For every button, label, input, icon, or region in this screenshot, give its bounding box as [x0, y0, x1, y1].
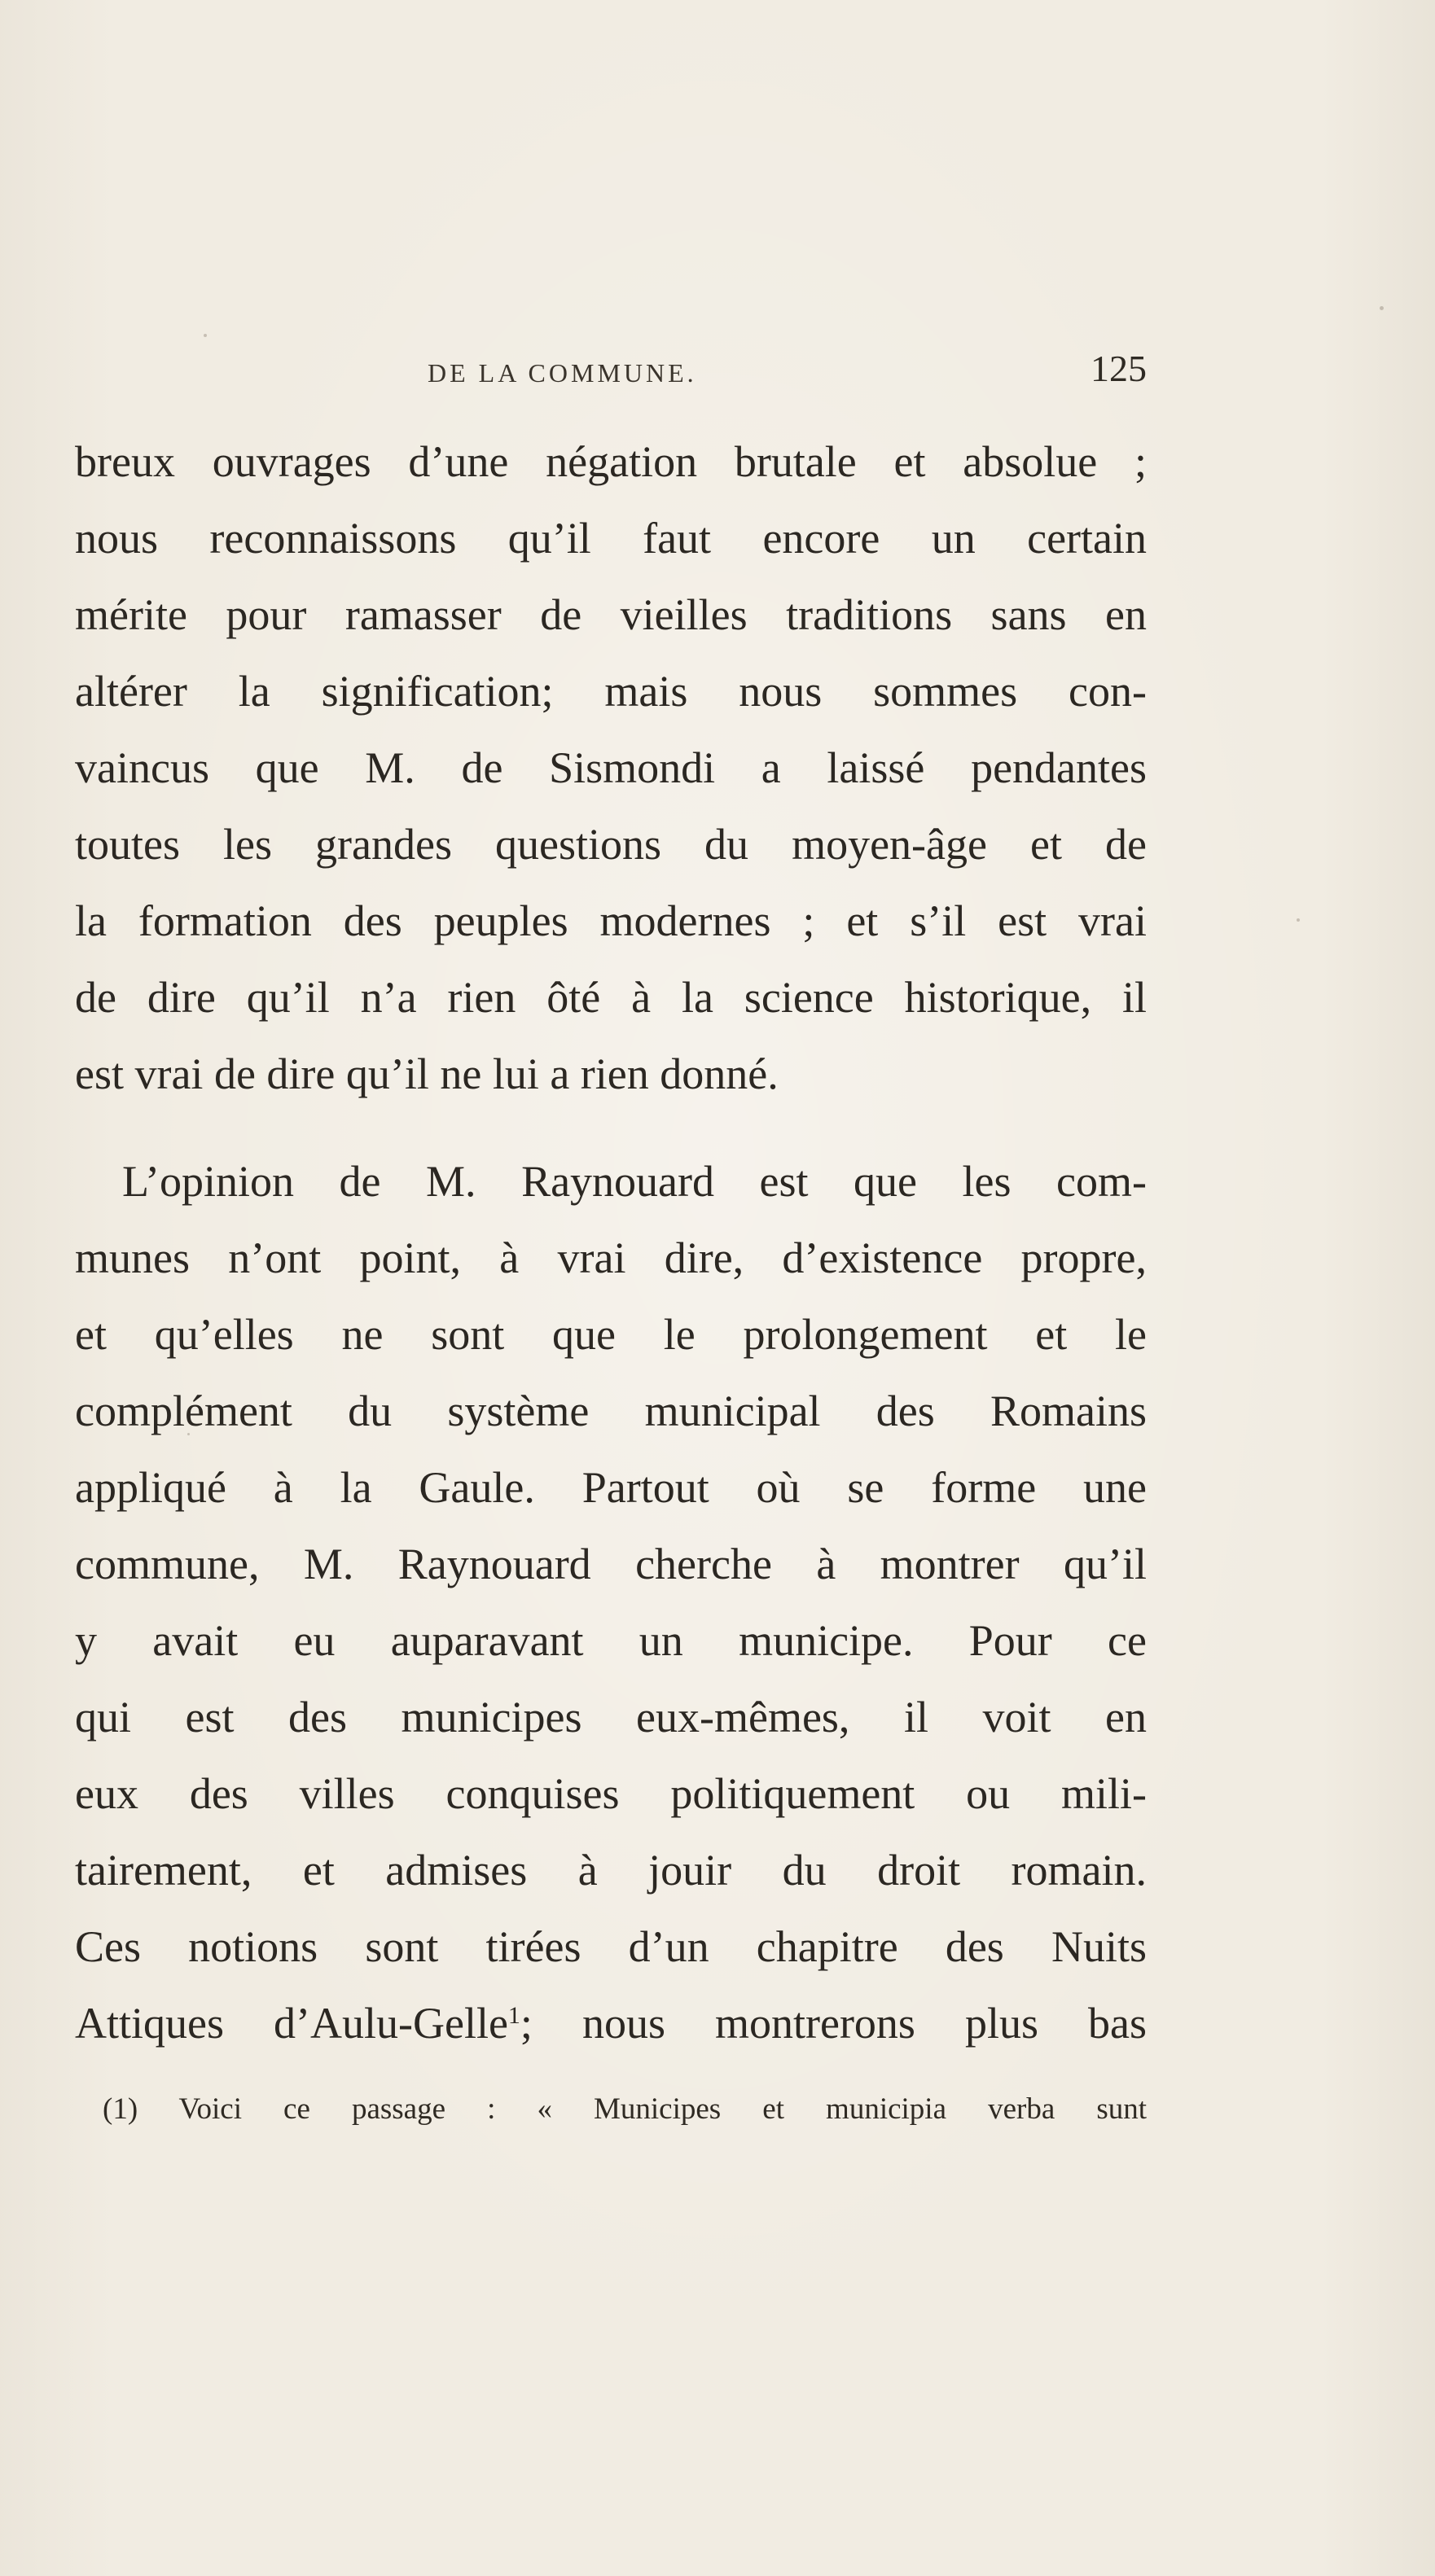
text-fragment: Attiques d’Aulu-Gelle [75, 1999, 508, 2048]
text-line: et qu’elles ne sont que le prolongement et le [75, 1310, 1147, 1359]
text-line: de dire qu’il n’a rien ôté à la science historique, il [75, 973, 1147, 1022]
text-fragment: ; nous montrerons plus bas [520, 1999, 1147, 2048]
text-line: la formation des peuples modernes ; et s’il est vrai [75, 896, 1147, 945]
paragraph-1 [75, 423, 1147, 1112]
text-line: breux ouvrages d’une négation brutale et absolue ; [75, 437, 1147, 486]
page-number: 125 [1091, 348, 1147, 389]
paper-speck [204, 334, 207, 337]
paper-speck [1380, 306, 1384, 310]
body-text [75, 423, 1147, 2061]
text-line: nous reconnaissons qu’il faut encore un certain [75, 514, 1147, 563]
text-line: eux des villes conquises politiquement ou mili- [75, 1769, 1147, 1818]
text-line: qui est des municipes eux-mêmes, il voit en [75, 1693, 1147, 1741]
text-line: Ces notions sont tirées d’un chapitre des Nuits [75, 1922, 1147, 1971]
running-title: DE LA COMMUNE. [428, 358, 697, 388]
text-line: tairement, et admises à jouir du droit romain. [75, 1846, 1147, 1895]
text-line: commune, M. Raynouard cherche à montrer qu’il [75, 1540, 1147, 1588]
footnote [75, 2089, 1147, 2130]
paper-speck [187, 1433, 190, 1435]
text-line: altérer la signification; mais nous sommes con- [75, 667, 1147, 716]
page-header [75, 348, 1147, 409]
paper-speck [1297, 918, 1300, 922]
text-line: vaincus que M. de Sismondi a laissé pendantes [75, 743, 1147, 792]
text-line: mérite pour ramasser de vieilles traditions sans en [75, 590, 1147, 639]
text-line: toutes les grandes questions du moyen-âge et de [75, 820, 1147, 869]
text-line [75, 1985, 1147, 2061]
paragraph-2 [75, 1143, 1147, 2061]
text-line: L’opinion de M. Raynouard est que les com- [122, 1157, 1147, 1206]
footnote-text: (1) Voici ce passage : « Municipes et municipia verba sunt [103, 2092, 1147, 2126]
text-line: complément du système municipal des Romains [75, 1387, 1147, 1435]
text-line: est vrai de dire qu’il ne lui a rien donné. [75, 1049, 779, 1098]
text-line: appliqué à la Gaule. Partout où se forme une [75, 1463, 1147, 1512]
paragraph-gap [75, 1112, 1147, 1143]
text-line: munes n’ont point, à vrai dire, d’existence propre, [75, 1233, 1147, 1282]
text-line: y avait eu auparavant un municipe. Pour ce [75, 1616, 1147, 1665]
footnote-reference: 1 [507, 2002, 520, 2029]
